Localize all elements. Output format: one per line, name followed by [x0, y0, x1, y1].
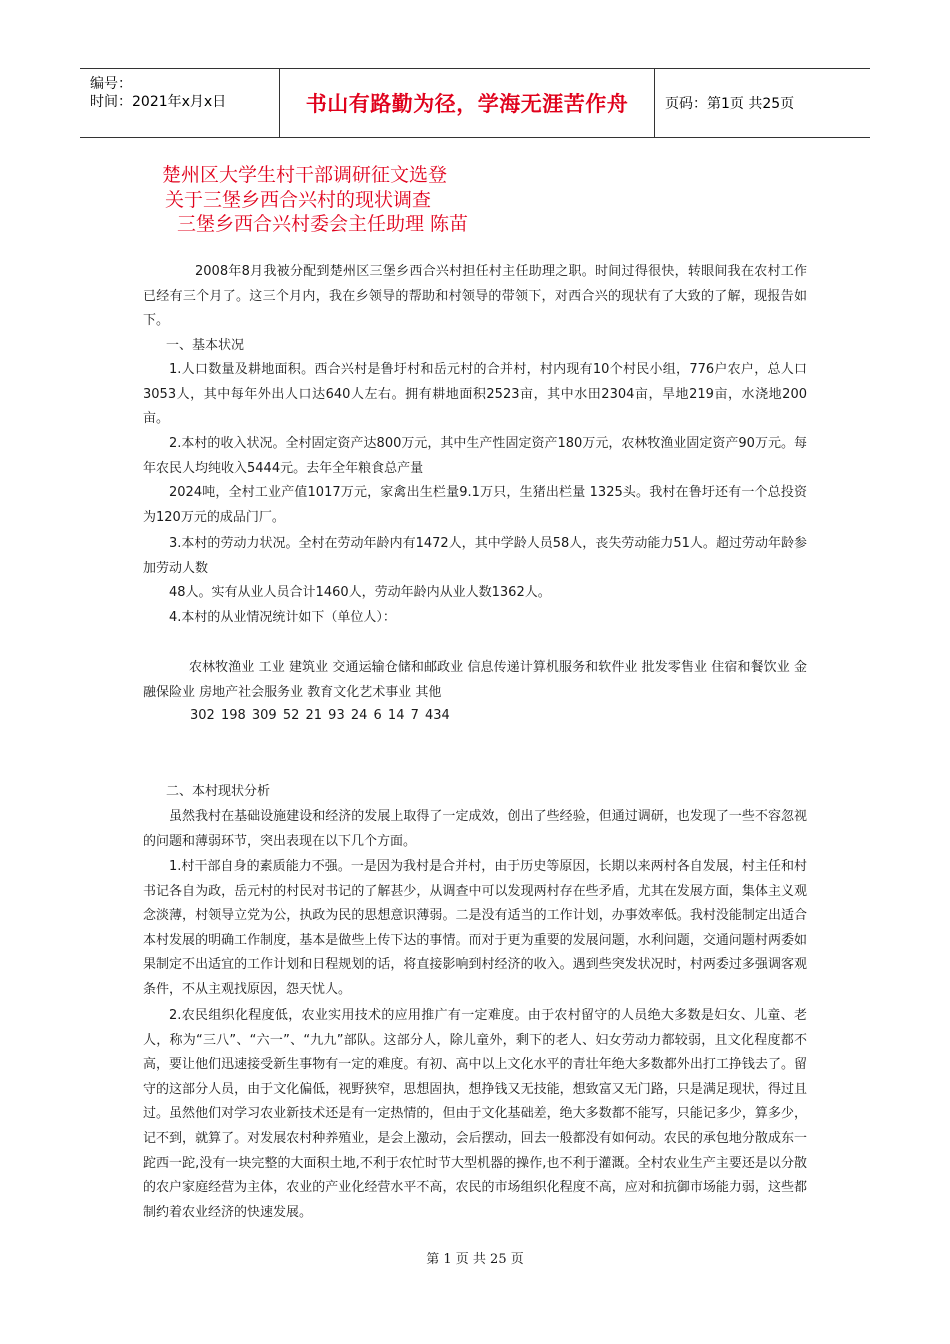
paragraph-labor-continued: 48人。实有从业人员合计1460人，劳动年龄内从业人数1362人。 [169, 585, 551, 600]
title-line-2: 关于三堡乡西合兴村的现状调查 [165, 189, 432, 211]
header-info-cell [80, 69, 278, 137]
paragraph-income-continued: 2024吨，全村工业产值1017万元，家禽出生栏量9.1万只，生猪出栏量 1325头。我村在鲁圩还有一个总投资为120万元的成品门厂。 [143, 485, 807, 525]
title-line-1: 楚州区大学生村干部调研征文选登 [162, 164, 448, 186]
header-motto: 书山有路勤为径，学海无涯苦作舟 [305, 92, 629, 116]
document-number-label: 编号： [90, 76, 132, 92]
industry-numbers: 302 198 309 52 21 93 24 6 14 7 434 [190, 708, 450, 723]
header-page-code: 页码：第1页 共25页 [665, 96, 795, 112]
paragraph-income: 2.本村的收入状况。全村固定资产达800万元，其中生产性固定资产180万元，农林牧渔业固定资产90万元。每年农民人均纯收入5444元。去年全年粮食总产量 [143, 436, 807, 476]
paragraph-employment: 4.本村的从业情况统计如下（单位人）： [169, 610, 396, 625]
paragraph-labor: 3.本村的劳动力状况。全村在劳动年龄内有1472人，其中学龄人员58人，丧失劳动能力51人。超过劳动年龄参加劳动人数 [143, 536, 807, 576]
title-line-3: 三堡乡西合兴村委会主任助理 陈苗 [177, 213, 469, 235]
paragraph-population: 1.人口数量及耕地面积。西合兴村是鲁圩村和岳元村的合并村，村内现有10个村民小组，776户农户，总人口3053人，其中每年外出人口达640人左右。拥有耕地面积2523亩，其中水田2304亩，旱地219亩，水浇地200亩。 [143, 362, 807, 427]
page-footer: 第 1 页 共 25 页 [426, 1252, 524, 1267]
paragraph-analysis-intro: 虽然我村在基础设施建设和经济的发展上取得了一定成效，创出了些经验，但通过调研，也发现了一些不容忽视的问题和薄弱环节，突出表现在以下几个方面。 [143, 809, 807, 849]
document-time-label: 时间：2021年x月x日 [90, 94, 227, 110]
intro-paragraph: 2008年8月我被分配到楚州区三堡乡西合兴村担任村主任助理之职。时间过得很快，转眼间我在农村工作已经有三个月了。这三个月内，我在乡领导的帮助和村领导的带领下，对西合兴的现状有了大致的了解，现报告如下。 [143, 264, 807, 329]
paragraph-cadre-ability: 1.村干部自身的素质能力不强。一是因为我村是合并村，由于历史等原因，长期以来两村各自发展，村主任和村书记各自为政，岳元村的村民对书记的了解甚少，从调查中可以发现两村存在些矛盾，尤其在发展方面，集体主义观念淡薄，村领导立党为公，执政为民的思想意识薄弱。二是没有适当的工作计划，办事效率低。我村没能制定出适合本村发展的明确工作制度，基本是做些上传下达的事情。而对于更为重要的发展问题，水利问题，交通问题村两委如果制定不出适宜的工作计划和日程规划的话，将直接影响到村经济的收入。遇到些突发状况时，村两委过多强调客观条件，不从主观找原因，怨天忧人。 [143, 859, 807, 997]
section-heading-2: 二、本村现状分析 [166, 784, 271, 799]
industry-categories: 农林牧渔业 工业 建筑业 交通运输仓储和邮政业 信息传递计算机服务和软件业 批发零售业 住宿和餐饮业 金融保险业 房地产社会服务业 教育文化艺术事业 其他 [143, 660, 807, 700]
document-header [80, 68, 870, 138]
section-heading-1: 一、基本状况 [166, 338, 245, 353]
paragraph-farmer-organization: 2.农民组织化程度低，农业实用技术的应用推广有一定难度。由于农村留守的人员绝大多数是妇女、儿童、老人，称为“三八”、“六一”、“九九”部队。这部分人，除儿童外，剩下的老人、妇女劳动力都较弱，且文化程度都不高，要让他们迅速接受新生事物有一定的难度。有初、高中以上文化水平的青壮年绝大多数都外出打工挣钱去了。留守的这部分人员，由于文化偏低，视野狭窄，思想固执，想挣钱又无技能，想致富又无门路，只是满足现状，得过且过。虽然他们对学习农业新技术还是有一定热情的，但由于文化基础差，绝大多数都不能写，只能记多少，算多少，记不到，就算了。对发展农村种养殖业，是会上激动，会后摆动，回去一般都没有如何动。农民的承包地分散成东一跎西一跎,没有一块完整的大面积土地,不利于农忙时节大型机器的操作,也不利于灌溉。全村农业生产主要还是以分散的农户家庭经营为主体，农业的产业化经营水平不高，农民的市场组织化程度不高，应对和抗御市场能力弱，这些都制约着农业经济的快速发展。 [143, 1008, 807, 1220]
header-motto-cell [279, 69, 655, 137]
header-page-cell [655, 69, 870, 137]
